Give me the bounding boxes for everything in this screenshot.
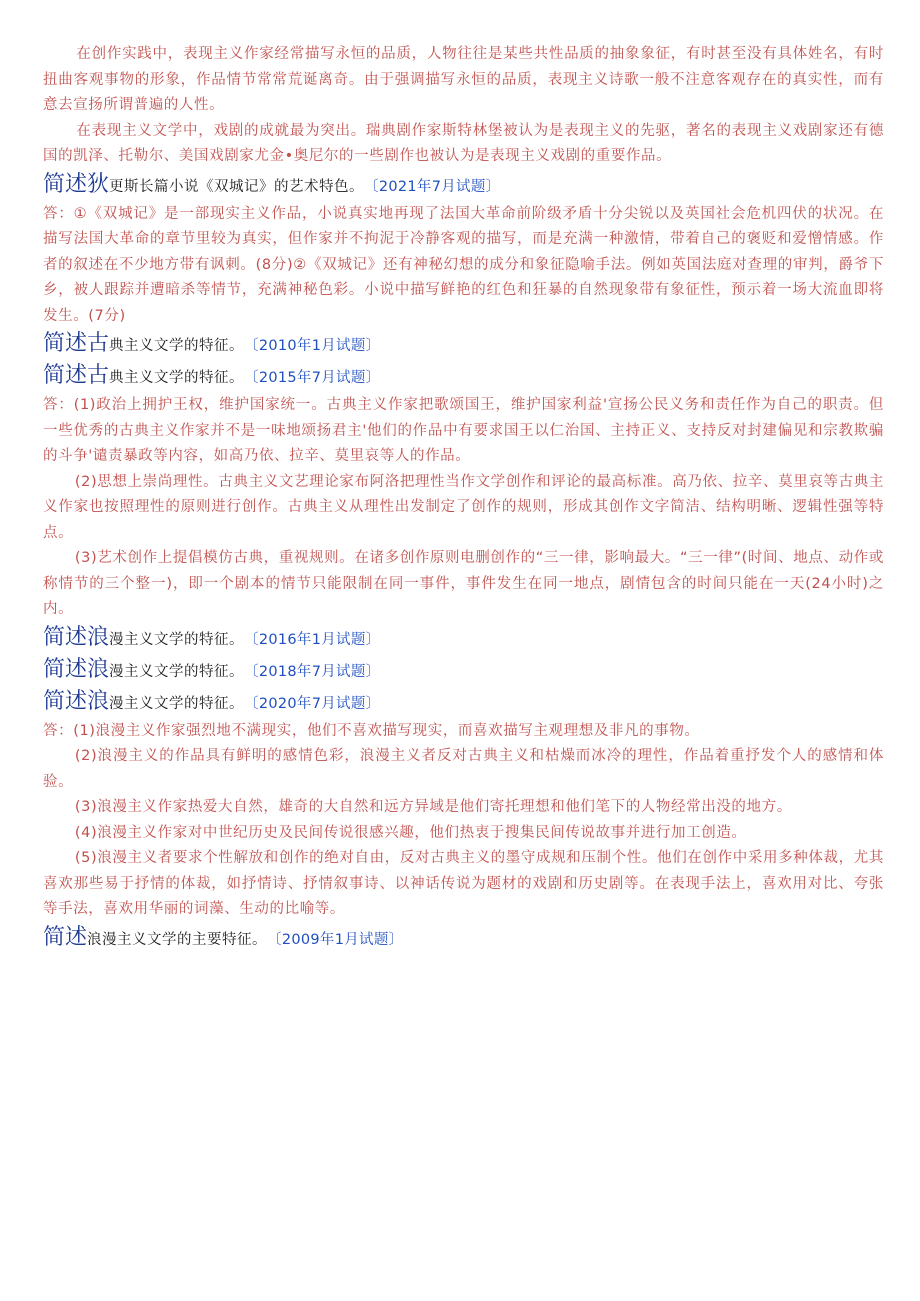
question-1-lead: 简述狄 <box>43 171 110 197</box>
question-5 <box>43 655 884 687</box>
question-5-text: 漫主义文学的特征。 <box>109 663 245 680</box>
question-1 <box>43 170 884 202</box>
question-7 <box>43 923 884 955</box>
question-2 <box>43 329 884 361</box>
question-3-year: 〔2015年7月试题〕 <box>244 370 381 386</box>
intro-paragraph-1: 在创作实践中，表现主义作家经常描写永恒的品质，人物往往是某些共性品质的抽象象征，有时甚至没有具体姓名，有时扭曲客观事物的形象，作品情节常常荒诞离奇。由于强调描写永恒的品质，表现主义诗歌一般不注意客观存在的真实性，而有意去宣扬所谓普遍的人性。 <box>43 46 884 113</box>
answer-6-point-1: 答：(1)浪漫主义作家强烈地不满现实，他们不喜欢描写现实，而喜欢描写主观理想及非凡的事物。 <box>43 722 700 739</box>
answer-1: 答：①《双城记》是一部现实主义作品，小说真实地再现了法国大革命前阶级矛盾十分尖锐以及英国社会危机四伏的状况。在描写法国大革命的章节里较为真实，但作家并不拘泥于冷静客观的描写，而是充满一种激情，带着自己的褒贬和爱憎情感。作者的叙述在不少地方带有讽刺。(8分)②《双城记》还有神秘幻想的成分和象征隐喻手法。例如英国法庭对查理的审判，爵爷下乡，被人跟踪并遭暗杀等情节，充满神秘色彩。小说中描写鲜艳的红色和狂暴的自然现象带有象征性，预示着一场大流血即将发生。(7分) <box>43 205 884 324</box>
answer-3-point-2: (2)思想上崇尚理性。古典主义文艺理论家布阿洛把理性当作文学创作和评论的最高标准。高乃依、拉辛、莫里哀等古典主义作家也按照理性的原则进行创作。古典主义从理性出发制定了创作的规则，形成其创作文字简洁、结构明晰、逻辑性强等特点。 <box>43 473 884 541</box>
question-4-lead: 简述浪 <box>43 624 110 650</box>
answer-6-point-3: (3)浪漫主义作家热爱大自然，雄奇的大自然和远方异域是他们寄托理想和他们笔下的人物经常出没的地方。 <box>74 799 792 815</box>
question-7-year: 〔2009年1月试题〕 <box>267 931 404 948</box>
question-1-text: 更斯长篇小说《双城记》的艺术特色。 <box>109 178 365 195</box>
answer-3-point-1: 答：(1)政治上拥护王权，维护国家统一。古典主义作家把歌颂国王，维护国家利益'宣扬公民义务和责任作为自己的职责。但一些优秀的古典主义作家并不是一味地颂扬君主'他们的作品中有要求国王以仁治国、主持正义、支持反对封建偏见和宗教欺骗的斗争'谴责暴政等内容，如高乃依、拉辛、莫里哀等人的作品。 <box>43 397 884 464</box>
question-6-lead: 简述浪 <box>43 688 110 714</box>
question-7-lead: 简述 <box>43 924 88 950</box>
question-2-year: 〔2010年1月试题〕 <box>244 338 381 354</box>
question-6-text: 漫主义文学的特征。 <box>109 695 245 712</box>
question-5-year: 〔2018年7月试题〕 <box>244 663 381 680</box>
answer-6-point-4: (4)浪漫主义作家对中世纪历史及民间传说很感兴趣，他们热衷于搜集民间传说故事并进行加工创造。 <box>74 824 747 841</box>
question-2-lead: 简述古 <box>43 331 110 356</box>
question-4 <box>43 623 884 655</box>
answer-3-point-3: (3)艺术创作上提倡模仿古典，重视规则。在诸多创作原则电删创作的“三一律，影响最大。“三一律”(时间、地点、动作或称情节的三个整一)，即一个剧本的情节只能限制在同一事件，事件发生在同一地点，剧情包含的时间只能在一天(24小时)之内。 <box>43 550 884 617</box>
answer-6-point-5: (5)浪漫主义者要求个性解放和创作的绝对自由，反对古典主义的墨守成规和压制个性。他们在创作中采用多种体裁，尤其喜欢那些易于抒情的体裁，如抒情诗、抒情叙事诗、以神话传说为题材的戏剧和历史剧等。在表现手法上，喜欢用对比、夸张等手法，喜欢用华丽的词藻、生动的比喻等。 <box>43 850 884 917</box>
question-3-lead: 简述古 <box>43 363 110 388</box>
question-2-text: 典主义文学的特征。 <box>109 338 245 354</box>
question-3-text: 典主义文学的特征。 <box>109 370 245 386</box>
question-4-year: 〔2016年1月试题〕 <box>244 631 381 648</box>
question-3 <box>43 361 884 393</box>
intro-paragraph-2: 在表现主义文学中，戏剧的成就最为突出。瑞典剧作家斯特林堡被认为是表现主义的先驱，著名的表现主义戏剧家还有德国的凯泽、托勒尔、美国戏剧家尤金•奥尼尔的一些剧作也被认为是表现主义戏剧的重要作品。 <box>43 122 884 164</box>
answer-6-point-2: (2)浪漫主义的作品具有鲜明的感情色彩，浪漫主义者反对古典主义和枯燥而冰冷的理性，作品着重抒发个人的感情和体验。 <box>43 748 884 790</box>
question-6 <box>43 687 884 719</box>
question-7-text: 浪漫主义文学的主要特征。 <box>87 931 268 948</box>
question-1-year: 〔2021年7月试题〕 <box>364 178 501 195</box>
question-6-year: 〔2020年7月试题〕 <box>244 695 381 712</box>
question-5-lead: 简述浪 <box>43 656 110 682</box>
question-4-text: 漫主义文学的特征。 <box>109 631 245 648</box>
